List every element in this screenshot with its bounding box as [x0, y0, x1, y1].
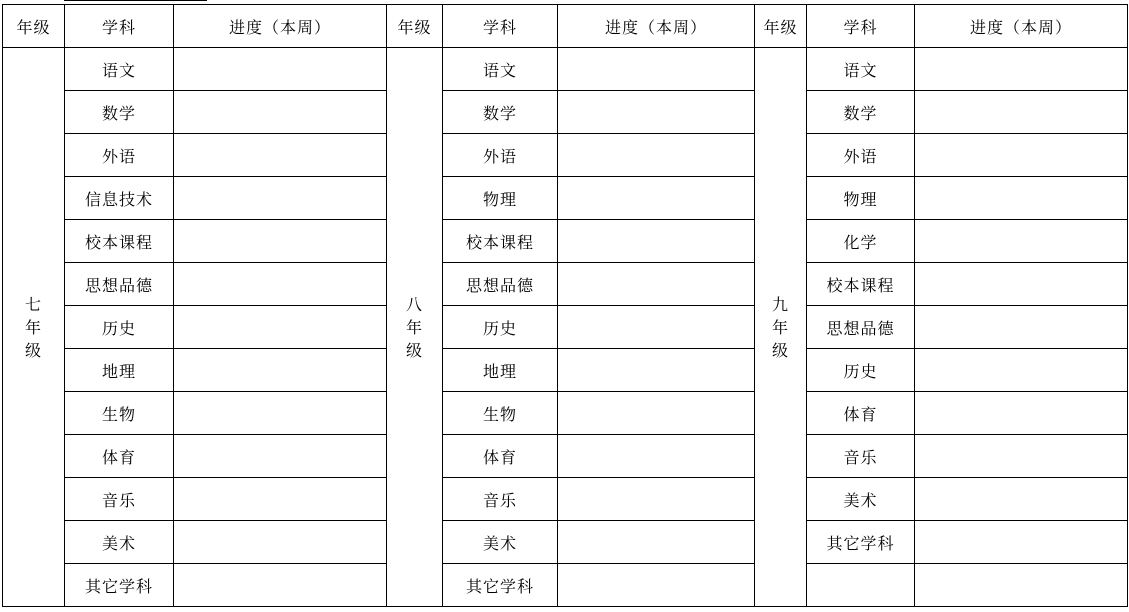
- progress-entry-cell[interactable]: [915, 48, 1128, 91]
- subject-cell: 其它学科: [443, 564, 558, 607]
- subject-cell: 美术: [443, 521, 558, 564]
- progress-entry-cell[interactable]: [174, 91, 387, 134]
- progress-entry-cell[interactable]: [915, 91, 1128, 134]
- subject-cell: 地理: [443, 349, 558, 392]
- grade-header: 年级: [755, 5, 807, 48]
- progress-entry-cell[interactable]: [915, 220, 1128, 263]
- progress-entry-cell[interactable]: [915, 435, 1128, 478]
- progress-entry-cell[interactable]: [174, 349, 387, 392]
- subject-cell: 音乐: [807, 435, 915, 478]
- subject-cell: 语文: [65, 48, 174, 91]
- progress-entry-cell[interactable]: [174, 220, 387, 263]
- subject-cell: 思想品德: [65, 263, 174, 306]
- subject-cell: 数学: [443, 91, 558, 134]
- subject-cell: 体育: [443, 435, 558, 478]
- subject-cell: 校本课程: [807, 263, 915, 306]
- subject-cell: 外语: [443, 134, 558, 177]
- table-row: [3, 349, 1128, 392]
- grade-name-char: 八: [405, 294, 423, 314]
- subject-cell: 语文: [443, 48, 558, 91]
- progress-entry-cell[interactable]: [915, 349, 1128, 392]
- table-row: [3, 220, 1128, 263]
- subject-cell: 思想品德: [807, 306, 915, 349]
- progress-entry-cell[interactable]: [174, 306, 387, 349]
- table-row: [3, 392, 1128, 435]
- progress-entry-cell[interactable]: [558, 392, 755, 435]
- table-row: [3, 478, 1128, 521]
- subject-cell: 历史: [807, 349, 915, 392]
- grade-name-char: 年: [24, 317, 42, 337]
- progress-entry-cell[interactable]: [558, 91, 755, 134]
- subject-cell: 其它学科: [807, 521, 915, 564]
- subject-cell: 生物: [443, 392, 558, 435]
- subject-cell: 地理: [65, 349, 174, 392]
- subject-cell: 物理: [807, 177, 915, 220]
- subject-cell: 思想品德: [443, 263, 558, 306]
- subject-header: 学科: [807, 5, 915, 48]
- table-row: [3, 435, 1128, 478]
- progress-entry-cell[interactable]: [915, 564, 1128, 607]
- progress-entry-cell[interactable]: [915, 521, 1128, 564]
- table-row: [3, 48, 1128, 91]
- grade-header: 年级: [387, 5, 443, 48]
- subject-cell: 数学: [807, 91, 915, 134]
- subject-cell: 历史: [65, 306, 174, 349]
- subject-cell: 信息技术: [65, 177, 174, 220]
- progress-entry-cell[interactable]: [174, 564, 387, 607]
- table-row: [3, 91, 1128, 134]
- progress-entry-cell[interactable]: [174, 134, 387, 177]
- subject-cell: 生物: [65, 392, 174, 435]
- progress-entry-cell[interactable]: [174, 435, 387, 478]
- table-row: [3, 521, 1128, 564]
- subject-cell: 校本课程: [65, 220, 174, 263]
- grade-name-char: 七: [24, 294, 42, 314]
- progress-entry-cell[interactable]: [915, 306, 1128, 349]
- grade-seventh-cell: [3, 48, 65, 607]
- weekly-progress-table: [2, 4, 1128, 607]
- grade-name-char: 级: [771, 340, 789, 360]
- header-row: [3, 5, 1128, 48]
- progress-header: 进度（本周）: [174, 5, 387, 48]
- subject-cell: 音乐: [443, 478, 558, 521]
- subject-cell: 美术: [65, 521, 174, 564]
- progress-entry-cell[interactable]: [558, 48, 755, 91]
- progress-entry-cell[interactable]: [558, 435, 755, 478]
- progress-entry-cell[interactable]: [558, 564, 755, 607]
- grade-name-char: 年: [771, 317, 789, 337]
- progress-entry-cell[interactable]: [174, 521, 387, 564]
- progress-entry-cell[interactable]: [174, 263, 387, 306]
- progress-entry-cell[interactable]: [174, 392, 387, 435]
- subject-cell: 数学: [65, 91, 174, 134]
- progress-entry-cell[interactable]: [915, 478, 1128, 521]
- subject-header: 学科: [443, 5, 558, 48]
- subject-cell: 音乐: [65, 478, 174, 521]
- top-rule-line: [64, 0, 207, 1]
- subject-cell: 化学: [807, 220, 915, 263]
- table-row: [3, 306, 1128, 349]
- subject-cell: 体育: [807, 392, 915, 435]
- progress-entry-cell[interactable]: [558, 177, 755, 220]
- progress-entry-cell[interactable]: [174, 478, 387, 521]
- grade-header: 年级: [3, 5, 65, 48]
- progress-entry-cell[interactable]: [558, 478, 755, 521]
- grade-name-char: 九: [771, 294, 789, 314]
- subject-cell: 语文: [807, 48, 915, 91]
- grade-eighth-cell: [387, 48, 443, 607]
- progress-entry-cell[interactable]: [174, 48, 387, 91]
- progress-entry-cell[interactable]: [174, 177, 387, 220]
- grade-ninth-cell: [755, 48, 807, 607]
- table-row: [3, 177, 1128, 220]
- subject-cell: 历史: [443, 306, 558, 349]
- progress-entry-cell[interactable]: [915, 134, 1128, 177]
- subject-cell: 外语: [807, 134, 915, 177]
- table-row: [3, 564, 1128, 607]
- grade-name-char: 级: [24, 340, 42, 360]
- progress-entry-cell[interactable]: [558, 263, 755, 306]
- progress-entry-cell[interactable]: [558, 134, 755, 177]
- grade-name-char: 级: [405, 340, 423, 360]
- progress-header: 进度（本周）: [558, 5, 755, 48]
- progress-entry-cell[interactable]: [558, 349, 755, 392]
- progress-entry-cell[interactable]: [915, 392, 1128, 435]
- progress-entry-cell[interactable]: [915, 177, 1128, 220]
- progress-entry-cell[interactable]: [915, 263, 1128, 306]
- progress-entry-cell[interactable]: [558, 306, 755, 349]
- subject-header: 学科: [65, 5, 174, 48]
- subject-cell: 美术: [807, 478, 915, 521]
- progress-header: 进度（本周）: [915, 5, 1128, 48]
- subject-cell: 体育: [65, 435, 174, 478]
- table-row: [3, 134, 1128, 177]
- subject-cell: 校本课程: [443, 220, 558, 263]
- subject-cell: 物理: [443, 177, 558, 220]
- progress-entry-cell[interactable]: [558, 521, 755, 564]
- progress-entry-cell[interactable]: [558, 220, 755, 263]
- grade-name-char: 年: [405, 317, 423, 337]
- subject-cell: 其它学科: [65, 564, 174, 607]
- table-row: [3, 263, 1128, 306]
- subject-cell: 外语: [65, 134, 174, 177]
- subject-cell: [807, 564, 915, 607]
